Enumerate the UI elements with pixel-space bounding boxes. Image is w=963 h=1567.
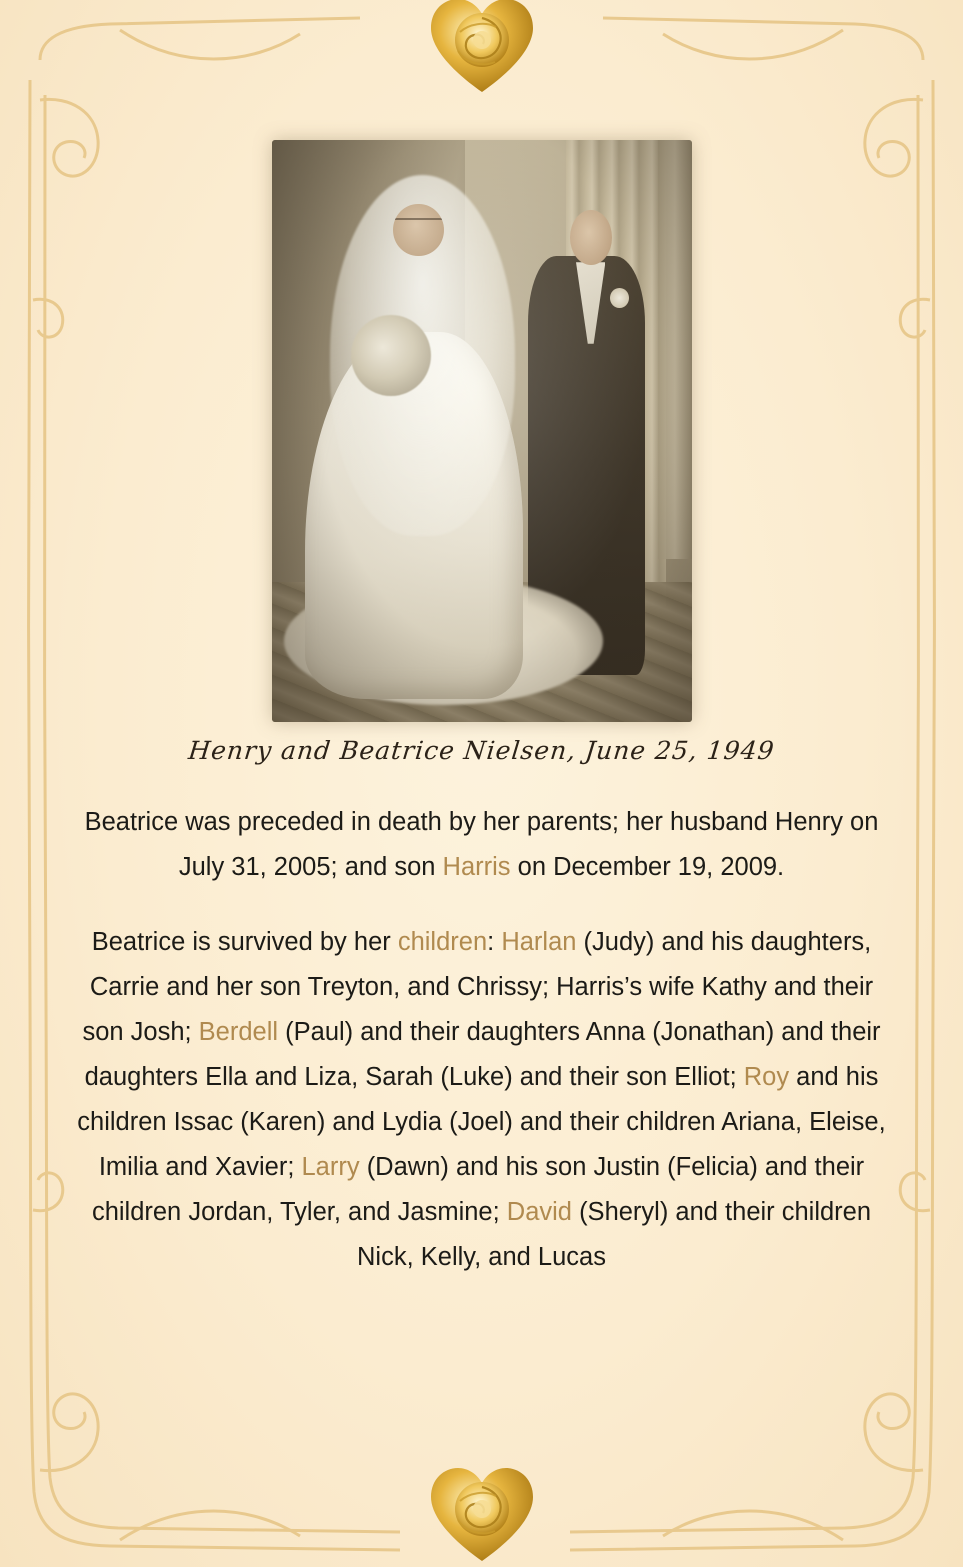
wedding-portrait-photo [272,140,692,722]
gold-rose-heart-icon-bottom [427,1465,537,1565]
highlighted-name: David [506,1198,572,1226]
highlighted-name: Berdell [198,1018,279,1046]
highlighted-name: Larry [301,1153,360,1181]
highlighted-name: Harris [442,853,511,881]
photo-caption: Henry and Beatrice Nielsen, June 25, 1949 [186,736,777,765]
text-segment: : [487,928,502,956]
text-segment: (Judy) and his daughters, Carrie and her son Treyton, and Chrissy; Harris’s wife Kathy and their son Josh; [82,928,874,1046]
text-segment: Beatrice is survived by her [91,928,398,956]
highlighted-name: Roy [743,1063,790,1091]
text-segment: on December 19, 2009. [510,853,785,881]
text-segment: and his children Issac (Karen) and Lydia (Joel) and their children Ariana, Eleise, Imilia and Xavier; [77,1063,886,1181]
highlighted-name: children [397,928,488,956]
text-segment: (Paul) and their daughters Anna (Jonathan) and their daughters Ella and Liza, Sarah (Luke) and their son Elliot; [84,1018,881,1091]
highlighted-name: Harlan [501,928,577,956]
gold-rose-heart-icon-top [427,0,537,96]
obituary-text [70,800,893,1310]
text-segment: (Sheryl) and their children Nick, Kelly, and Lucas [357,1198,872,1271]
paragraph-survived-by [70,920,893,1280]
paragraph-preceded-in-death [70,800,893,890]
text-segment: Beatrice was preceded in death by her parents; her husband Henry on July 31, 2005; and son [84,808,879,881]
text-segment: (Dawn) and his son Justin (Felicia) and their children Jordan, Tyler, and Jasmine; [91,1153,865,1226]
